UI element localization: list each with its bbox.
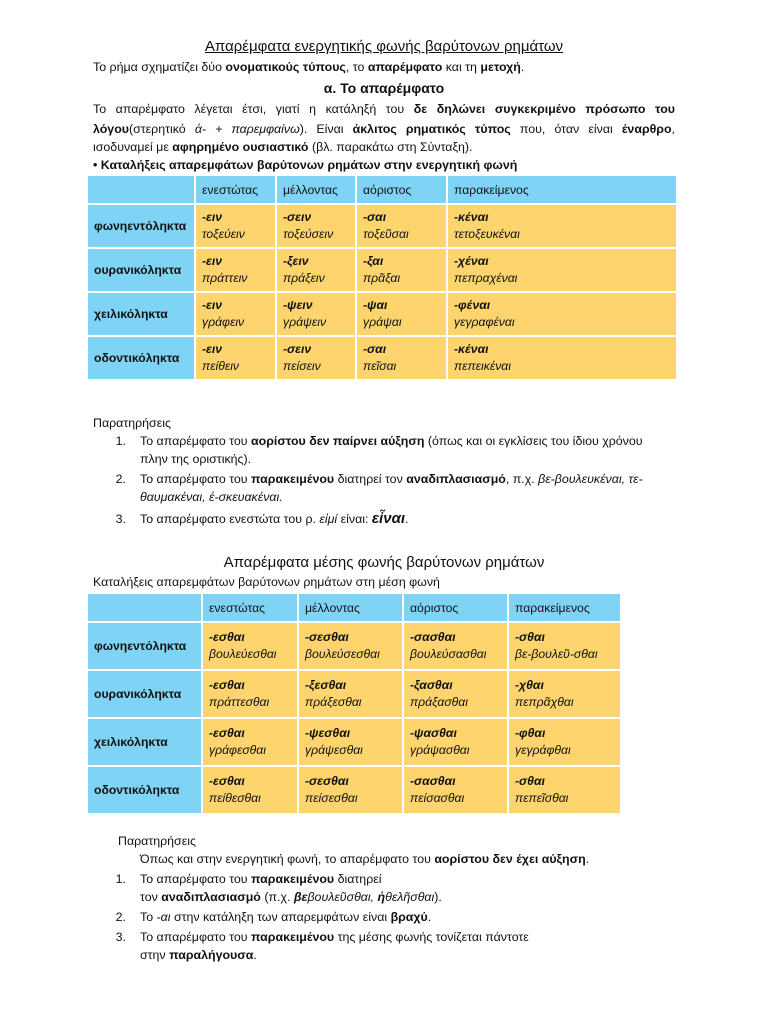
section1-title: Απαρέμφατα ενεργητικής φωνής βαρύτονων ρημάτων: [204, 38, 564, 55]
table-cell: -σθαι βε-βουλεῦ-σθαι: [509, 623, 620, 669]
row-label: φωνηεντόληκτα: [88, 205, 194, 247]
table-cell: -ξασθαι πράξασθαι: [404, 671, 507, 717]
table-cell: -εσθαι βουλεύεσθαι: [203, 623, 297, 669]
observation-number: 2.: [115, 910, 126, 924]
observation-2-line-1: Το απαρέμφατο του παρακειμένου διατηρεί τον αναδιπλασιασμό, π.χ. βε-βουλευκέναι, τε-: [140, 472, 643, 486]
row-label: χειλικόληκτα: [88, 293, 194, 335]
table-cell: -ξεσθαι πράξεσθαι: [299, 671, 402, 717]
table-cell: -χέναι πεπραχέναι: [448, 249, 676, 291]
table-cell: -ψασθαι γράψασθαι: [404, 719, 507, 765]
paragraph-line-3: ισοδυναμεί με αφηρημένο ουσιαστικό (βλ. παρακάτω στη Σύνταξη).: [93, 140, 473, 154]
table-cell: -σαι τοξεῦσαι: [357, 205, 446, 247]
table-cell: -εσθαι πείθεσθαι: [203, 767, 297, 813]
header-cell: ενεστώτας: [203, 594, 297, 621]
middle-voice-table: [86, 592, 622, 815]
row-label: ουρανικόληκτα: [88, 671, 201, 717]
table-row: [88, 293, 676, 335]
table-cell: -ξειν πράξειν: [277, 249, 355, 291]
row-label: φωνηεντόληκτα: [88, 623, 201, 669]
observation-number: 1.: [115, 434, 126, 448]
table-cell: -σαι πεῖσαι: [357, 337, 446, 379]
observations-title: Παρατηρήσεις: [118, 834, 196, 848]
header-cell: αόριστος: [357, 176, 446, 203]
header-cell: παρακείμενος: [509, 594, 620, 621]
m-observation-1-line-2: τον αναδιπλασιασμό (π.χ. βεβουλεῦσθαι, ἠθελῆσθαι).: [140, 890, 442, 904]
table-row: [88, 337, 676, 379]
bullet-line: • Καταλήξεις απαρεμφάτων βαρύτονων ρημάτων στην ενεργητική φωνή: [93, 158, 518, 172]
m-observation-1-line-1: Το απαρέμφατο του παρακειμένου διατηρεί: [140, 872, 382, 886]
observation-1-line-1: Το απαρέμφατο του αορίστου δεν παίρνει αύξηση (όπως και οι εγκλίσεις του ίδιου χρόνου: [140, 434, 643, 448]
observation-3-line-1: Το απαρέμφατο ενεστώτα του ρ. εἰμί είναι: εἶναι.: [140, 510, 409, 527]
table-row: [88, 623, 620, 669]
row-label: χειλικόληκτα: [88, 719, 201, 765]
observation-1-line-2: πλην της οριστικής).: [140, 452, 252, 466]
table-header-row: [88, 176, 676, 203]
m-observation-3-line-1: Το απαρέμφατο του παρακειμένου της μέσης φωνής τονίζεται πάντοτε: [140, 930, 529, 944]
table-cell: -σθαι πεπεῖσθαι: [509, 767, 620, 813]
m-observation-3-line-2: στην παραλήγουσα.: [140, 948, 257, 962]
table-row: [88, 671, 620, 717]
paragraph-line-1: Το απαρέμφατο λέγεται έτσι, γιατί η κατάληξή του δε δηλώνει συγκεκριμένο πρόσωπο του: [93, 102, 675, 116]
header-cell: μέλλοντας: [277, 176, 355, 203]
table-cell: -κέναι πεπεικέναι: [448, 337, 676, 379]
table-cell: -σειν τοξεύσειν: [277, 205, 355, 247]
observations-title: Παρατηρήσεις: [93, 416, 171, 430]
observation-2-line-2: θαυμακέναι, ἐ-σκευακέναι.: [140, 490, 283, 504]
header-corner: [88, 594, 201, 621]
table-cell: -κέναι τετοξευκέναι: [448, 205, 676, 247]
table-cell: -ειν πείθειν: [196, 337, 275, 379]
table-cell: -χθαι πεπρᾶχθαι: [509, 671, 620, 717]
table-cell: -ξαι πρᾶξαι: [357, 249, 446, 291]
table-cell: -σεσθαι βουλεύσεσθαι: [299, 623, 402, 669]
table-cell: -εσθαι πράττεσθαι: [203, 671, 297, 717]
table-cell: -ψεσθαι γράψεσθαι: [299, 719, 402, 765]
observation-number: 3.: [115, 930, 126, 944]
active-voice-table: [86, 174, 678, 381]
intro-line: Το ρήμα σχηματίζει δύο ονοματικούς τύπους, το απαρέμφατο και τη μετοχή.: [93, 60, 525, 74]
table-cell: -σειν πείσειν: [277, 337, 355, 379]
header-cell: παρακείμενος: [448, 176, 676, 203]
table-cell: -σασθαι βουλεύσασθαι: [404, 623, 507, 669]
table-row: [88, 719, 620, 765]
subheading: α. Το απαρέμφατο: [323, 80, 445, 96]
table-cell: -ειν γράφειν: [196, 293, 275, 335]
table-cell: -σασθαι πείσασθαι: [404, 767, 507, 813]
header-cell: ενεστώτας: [196, 176, 275, 203]
paragraph-line-2: λόγου(στερητικό ἀ- + παρεμφαίνω). Είναι άκλιτος ρηματικός τύπος που, όταν είναι έναρθρο,: [93, 122, 675, 136]
section2-subtitle: Καταλήξεις απαρεμφάτων βαρύτονων ρημάτων στη μέση φωνή: [93, 575, 440, 589]
table-cell: -σεσθαι πείσεσθαι: [299, 767, 402, 813]
table-cell: -φέναι γεγραφέναι: [448, 293, 676, 335]
table-header-row: [88, 594, 620, 621]
table-cell: -ψαι γράψαι: [357, 293, 446, 335]
table-cell: -ειν τοξεύειν: [196, 205, 275, 247]
observation-number: 2.: [115, 472, 126, 486]
table-cell: -ψειν γράψειν: [277, 293, 355, 335]
table-row: [88, 767, 620, 813]
header-cell: μέλλοντας: [299, 594, 402, 621]
table-row: [88, 249, 676, 291]
header-cell: αόριστος: [404, 594, 507, 621]
table-cell: -εσθαι γράφεσθαι: [203, 719, 297, 765]
table-row: [88, 205, 676, 247]
observation-number: 3.: [115, 512, 126, 526]
row-label: οδοντικόληκτα: [88, 767, 201, 813]
m-observation-2-line-1: Το -αι στην κατάληξη των απαρεμφάτων είναι βραχύ.: [140, 910, 432, 924]
row-label: ουρανικόληκτα: [88, 249, 194, 291]
observation-number: 1.: [115, 872, 126, 886]
table-cell: -φθαι γεγράφθαι: [509, 719, 620, 765]
table-cell: -ειν πράττειν: [196, 249, 275, 291]
row-label: οδοντικόληκτα: [88, 337, 194, 379]
section2-title: Απαρέμφατα μέσης φωνής βαρύτονων ρημάτων: [223, 554, 545, 571]
observations-intro: Όπως και στην ενεργητική φωνή, το απαρέμφατο του αορίστου δεν έχει αύξηση.: [140, 852, 590, 866]
header-corner: [88, 176, 194, 203]
